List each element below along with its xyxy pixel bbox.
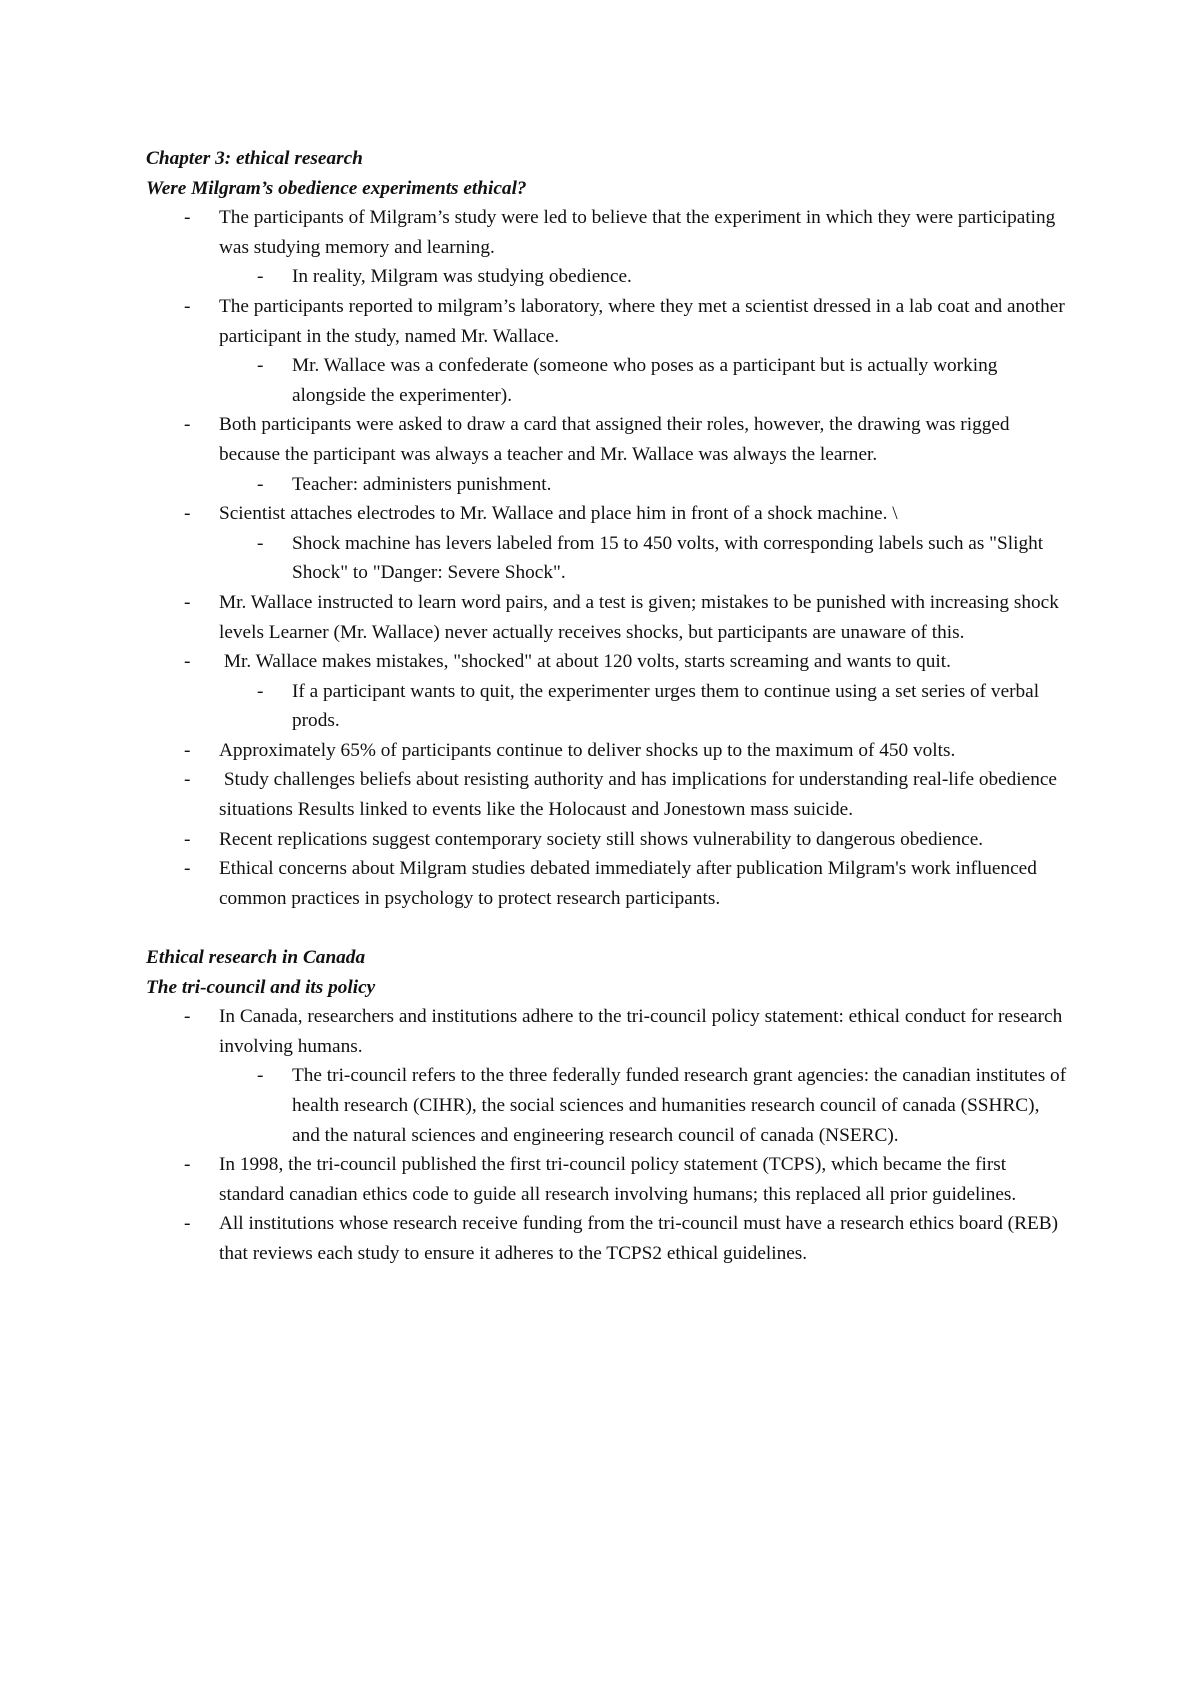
list-item-text: The participants reported to milgram’s laboratory, where they met a scientist dressed in a lab coat and another participant in the study, named Mr. Wallace.	[219, 295, 1070, 347]
list-item	[146, 736, 1068, 766]
bullet-dash: -	[257, 355, 264, 377]
bullet-dash: -	[257, 473, 264, 495]
section-title: Chapter 3: ethical research	[146, 148, 363, 169]
list-item	[146, 588, 1068, 647]
bullet-dash: -	[184, 295, 191, 317]
bullet-dash: -	[184, 769, 191, 791]
bullet-dash: -	[257, 266, 264, 288]
sub-bullet-list	[219, 262, 1068, 292]
sub-list-item-text: The tri-council refers to the three federally funded research grant agencies: the canadian institutes of health research (CIHR), the social sciences and humanities research council of canada (SSHRC), and the natural sciences and engineering research council of canada (NSERC).	[292, 1065, 1067, 1146]
bullet-list	[146, 1002, 1068, 1268]
document-body	[146, 144, 1068, 1269]
sub-list-item-text: Mr. Wallace was a confederate (someone who poses as a participant but is actually working alongside the experimenter).	[292, 355, 998, 406]
bullet-dash: -	[184, 739, 191, 761]
list-item-text: Mr. Wallace instructed to learn word pairs, and a test is given; mistakes to be punished with increasing shock levels Learner (Mr. Wallace) never actually receives shocks, but participants are unaware of this.	[219, 591, 1064, 643]
sub-list-item	[219, 262, 1068, 292]
sub-list-item-text: Shock machine has levers labeled from 15 to 450 volts, with corresponding labels such as "Slight Shock" to "Danger: Severe Shock".	[292, 532, 1044, 584]
bullet-dash: -	[184, 858, 191, 880]
sub-list-item	[219, 470, 1068, 500]
section-spacer	[146, 913, 1068, 943]
bullet-dash: -	[184, 1213, 191, 1235]
list-item	[146, 647, 1068, 736]
bullet-dash: -	[184, 414, 191, 436]
list-item-text: Approximately 65% of participants continue to deliver shocks up to the maximum of 450 volts.	[219, 739, 956, 761]
section	[146, 144, 1068, 913]
list-item-text: Study challenges beliefs about resisting authority and has implications for understanding real-life obedience situations Results linked to events like the Holocaust and Jonestown mass suicide.	[219, 769, 1062, 821]
bullet-dash: -	[184, 651, 191, 673]
list-item	[146, 854, 1068, 913]
list-item	[146, 1002, 1068, 1150]
bullet-list	[146, 203, 1068, 913]
list-item-text: Both participants were asked to draw a card that assigned their roles, however, the drawing was rigged because the participant was always a teacher and Mr. Wallace was always the learner.	[219, 414, 1015, 465]
list-item	[146, 825, 1068, 855]
bullet-dash: -	[184, 828, 191, 850]
sub-list-item-text: If a participant wants to quit, the experimenter urges them to continue using a set series of verbal prods.	[292, 680, 1040, 732]
bullet-dash: -	[184, 591, 191, 613]
sub-bullet-list	[219, 529, 1068, 588]
list-item-text: In 1998, the tri-council published the first tri-council policy statement (TCPS), which became the first standard canadian ethics code to guide all research involving humans; this replaced all prior guidelines.	[219, 1154, 1017, 1205]
sub-list-item	[219, 1061, 1068, 1150]
list-item-text: In Canada, researchers and institutions adhere to the tri-council policy statement: ethical conduct for research involving humans.	[219, 1006, 1068, 1057]
list-item	[146, 292, 1068, 410]
sub-list-item	[219, 351, 1068, 410]
bullet-dash: -	[184, 1154, 191, 1176]
bullet-dash: -	[184, 1006, 191, 1028]
list-item-text: Scientist attaches electrodes to Mr. Wallace and place him in front of a shock machine. \	[219, 503, 898, 525]
list-item-text: Recent replications suggest contemporary society still shows vulnerability to dangerous obedience.	[219, 828, 984, 850]
sub-bullet-list	[219, 470, 1068, 500]
section	[146, 943, 1068, 1269]
list-item	[146, 410, 1068, 499]
sub-list-item	[219, 677, 1068, 736]
bullet-dash: -	[184, 207, 191, 229]
bullet-dash: -	[257, 1065, 264, 1087]
sub-bullet-list	[219, 1061, 1068, 1150]
section-title: Ethical research in Canada	[146, 947, 366, 969]
sub-bullet-list	[219, 677, 1068, 736]
sub-list-item-text: Teacher: administers punishment.	[292, 473, 552, 495]
list-item	[146, 499, 1068, 588]
bullet-dash: -	[257, 532, 264, 554]
section-subtitle: Were Milgram’s obedience experiments ethical?	[146, 177, 527, 199]
list-item	[146, 1150, 1068, 1209]
bullet-dash: -	[257, 680, 264, 702]
list-item-text: Ethical concerns about Milgram studies debated immediately after publication Milgram's work influenced common practices in psychology to protect research participants.	[219, 858, 1042, 909]
sub-bullet-list	[219, 351, 1068, 410]
section-subtitle: The tri-council and its policy	[146, 976, 376, 998]
list-item	[146, 765, 1068, 824]
sub-list-item-text: In reality, Milgram was studying obedience.	[292, 266, 632, 288]
bullet-dash: -	[184, 503, 191, 525]
list-item	[146, 203, 1068, 292]
sub-list-item	[219, 529, 1068, 588]
list-item	[146, 1209, 1068, 1268]
list-item-text: Mr. Wallace makes mistakes, "shocked" at about 120 volts, starts screaming and wants to quit.	[219, 651, 951, 673]
list-item-text: The participants of Milgram’s study were led to believe that the experiment in which they were participating was studying memory and learning.	[219, 207, 1061, 258]
list-item-text: All institutions whose research receive funding from the tri-council must have a research ethics board (REB) that reviews each study to ensure it adheres to the TCPS2 ethical guidelines.	[219, 1213, 1063, 1264]
